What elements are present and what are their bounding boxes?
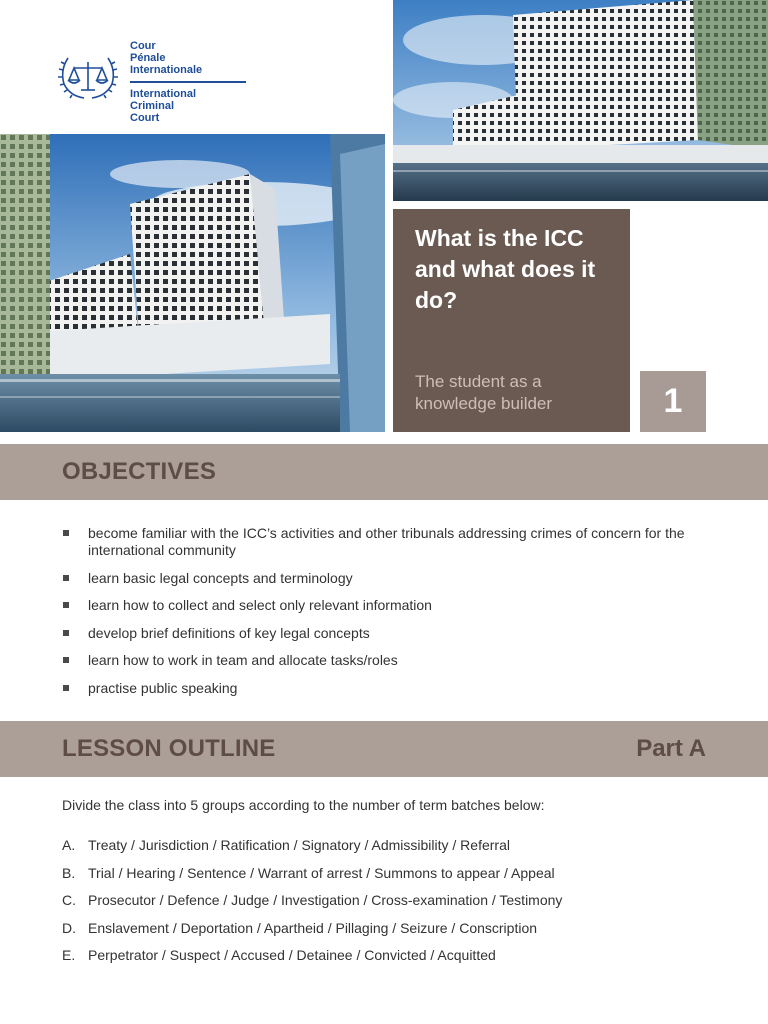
batch-terms: Treaty / Jurisdiction / Ratification / Signatory / Admissibility / Referral xyxy=(88,837,510,853)
list-item-text: learn how to collect and select only relevant information xyxy=(88,597,432,613)
list-item xyxy=(62,865,702,882)
square-bullet-icon xyxy=(63,685,69,691)
list-item-text: develop brief definitions of key legal concepts xyxy=(88,624,370,641)
lesson-title-box xyxy=(393,209,630,432)
lesson-outline-header-bar xyxy=(0,721,768,777)
scales-of-justice-icon xyxy=(56,50,120,102)
square-bullet-icon xyxy=(63,602,69,608)
batch-letter: B. xyxy=(62,864,76,881)
part-label: Part A xyxy=(636,735,706,762)
objectives-heading: OBJECTIVES xyxy=(62,458,217,485)
term-batches-list xyxy=(62,837,702,975)
logo-line: International xyxy=(130,88,197,100)
logo-line: Cour xyxy=(130,40,156,52)
list-item xyxy=(62,837,702,854)
batch-letter: E. xyxy=(62,947,76,963)
square-bullet-icon xyxy=(63,657,69,663)
lesson-outline-heading: LESSON OUTLINE xyxy=(62,735,276,762)
list-item xyxy=(62,680,702,697)
square-bullet-icon xyxy=(63,530,69,536)
list-item xyxy=(62,920,702,937)
logo-text-french xyxy=(130,40,202,76)
batch-letter: D. xyxy=(62,919,76,936)
batch-terms: Trial / Hearing / Sentence / Warrant of arrest / Summons to appear / Appeal xyxy=(88,864,555,881)
batch-terms: Prosecutor / Defence / Judge / Investigation / Cross-examination / Testimony xyxy=(88,892,563,908)
list-item xyxy=(62,625,702,642)
objectives-list xyxy=(62,525,702,707)
logo-text-english xyxy=(130,88,196,124)
batch-letter: C. xyxy=(62,892,76,908)
lesson-title: What is the ICC and what does it do? xyxy=(415,225,596,313)
icc-building-photo-left xyxy=(0,134,385,432)
list-item-text: become familiar with the ICC’s activities and other tribunals addressing crimes of concern for the international community xyxy=(88,525,685,558)
list-item xyxy=(62,597,702,614)
list-item xyxy=(62,525,702,559)
logo-line: Court xyxy=(130,112,160,124)
batch-terms: Enslavement / Deportation / Apartheid / Pillaging / Seizure / Conscription xyxy=(88,919,538,936)
logo-line: Internationale xyxy=(130,64,203,76)
objectives-header-bar xyxy=(0,444,768,500)
square-bullet-icon xyxy=(63,630,69,636)
list-item xyxy=(62,947,702,964)
batch-terms: Perpetrator / Suspect / Accused / Detainee / Convicted / Acquitted xyxy=(88,947,496,963)
lesson-intro: Divide the class into 5 groups according to the number of term batches below: xyxy=(62,797,545,813)
icc-logo xyxy=(56,38,251,126)
list-item-text: practise public speaking xyxy=(88,679,238,696)
list-item xyxy=(62,652,702,669)
lesson-subtitle: The student as a knowledge builder xyxy=(415,372,553,413)
logo-line: Criminal xyxy=(130,100,175,112)
lesson-number-badge: 1 xyxy=(640,371,706,432)
logo-divider xyxy=(130,81,246,83)
list-item-text: learn basic legal concepts and terminology xyxy=(88,569,353,586)
logo-line: Pénale xyxy=(130,52,166,64)
list-item xyxy=(62,570,702,587)
square-bullet-icon xyxy=(63,575,69,581)
list-item xyxy=(62,892,702,909)
list-item-text: learn how to work in team and allocate tasks/roles xyxy=(88,652,398,668)
icc-building-photo-right xyxy=(393,0,768,201)
batch-letter: A. xyxy=(62,837,76,853)
